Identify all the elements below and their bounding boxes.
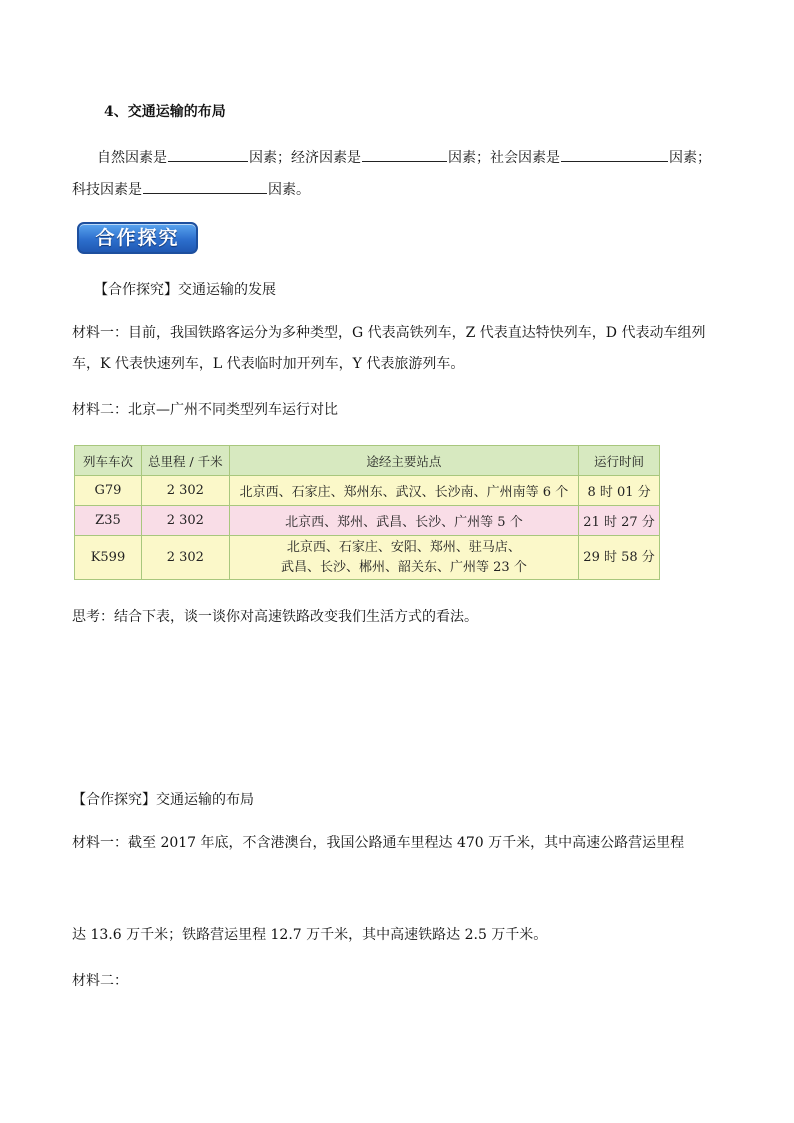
stations-cell [229,536,578,580]
fill-text: 因素； [669,150,711,166]
fill-text: 科技因素是 [72,182,142,198]
table-header-row [75,446,660,476]
answer-blank[interactable] [143,178,267,194]
fill-in-line-1 [97,146,711,168]
material-text: 达 13.6 万千米；铁路营运里程 12.7 万千米，其中高速铁路达 2.5 万千米。 [72,927,548,943]
think-question: 思考：结合下表，谈一谈你对高速铁路改变我们生活方式的看法。 [72,609,478,625]
fill-text: 自然因素是 [97,150,167,166]
column-header: 运行时间 [579,446,660,476]
column-header: 途经主要站点 [229,446,578,476]
explore-title: 【合作探究】交通运输的发展 [94,282,276,298]
stations-cell: 北京西、石家庄、郑州东、武汉、长沙南、广州南等 6 个 [229,476,578,506]
stations-line: 北京西、石家庄、安阳、郑州、驻马店、 [286,539,521,555]
distance-cell: 2 302 [141,536,229,580]
train-cell: K599 [75,536,142,580]
material-text: 车，K 代表快速列车，L 代表临时加开列车，Y 代表旅游列车。 [72,356,465,372]
table-row [75,536,660,580]
stations-cell: 北京西、郑州、武昌、长沙、广州等 5 个 [229,506,578,536]
train-cell: G79 [75,476,142,506]
train-comparison-table [74,445,660,580]
time-cell: 29 时 58 分 [579,536,660,580]
distance-cell: 2 302 [141,506,229,536]
explore-title: 【合作探究】交通运输的布局 [72,792,254,808]
material-text: 材料一：目前，我国铁路客运分为多种类型，G 代表高铁列车，Z 代表直达特快列车，D 代表动车组列 [72,325,706,341]
answer-blank[interactable] [362,146,447,162]
cooperative-explore-badge: 合作探究 [77,222,198,254]
material-text: 材料二：北京—广州不同类型列车运行对比 [72,402,338,418]
table-row [75,506,660,536]
fill-text: 因素；经济因素是 [249,150,361,166]
section-heading: 4、交通运输的布局 [104,104,226,120]
material-text: 材料二： [72,973,128,989]
stations-line: 武昌、长沙、郴州、韶关东、广州等 23 个 [281,559,527,575]
material-text: 材料一：截至 2017 年底，不含港澳台，我国公路通车里程达 470 万千米，其中高速公路营运里程 [72,835,685,851]
answer-blank[interactable] [168,146,248,162]
distance-cell: 2 302 [141,476,229,506]
time-cell: 8 时 01 分 [579,476,660,506]
fill-text: 因素。 [268,182,310,198]
time-cell: 21 时 27 分 [579,506,660,536]
answer-blank[interactable] [561,146,668,162]
column-header: 总里程 / 千米 [141,446,229,476]
train-cell: Z35 [75,506,142,536]
fill-text: 因素；社会因素是 [448,150,560,166]
table-row [75,476,660,506]
fill-in-line-2 [72,178,310,200]
column-header: 列车车次 [75,446,142,476]
